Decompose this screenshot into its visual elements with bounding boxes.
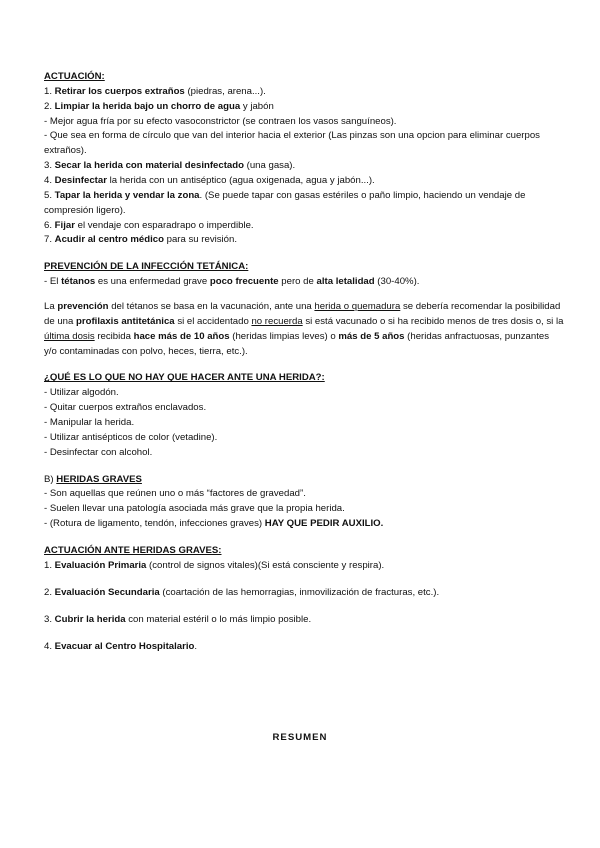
step-number: 4. [44,640,55,652]
text-run-underline: no recuerda [251,315,303,327]
text-run: recibida [94,330,134,342]
step-title: Tapar la herida y vendar la zona [54,189,200,201]
graves-line-2: - Suelen llevar una patología asociada más grave que la propia herida. [44,503,345,515]
step-number: 2. [44,586,55,598]
text-run: pero de [278,276,317,288]
text-run-underline: herida o quemadura [314,301,401,313]
section-heading-prevencion: PREVENCIÓN DE LA INFECCIÓN TETÁNICA: [44,261,249,273]
text-run-underline: última dosis [44,330,95,342]
step-title: Evaluación Secundaria [54,586,160,598]
text-run-bold: tétanos [61,276,96,288]
text-run-bold: profilaxis antitetánica [76,315,175,327]
step-number: 4. [44,175,55,187]
step-1 [44,85,564,100]
text-run: es una enfermedad grave [95,276,210,288]
step-3 [44,159,564,174]
step-2-note-2: - Que sea en forma de círculo que van del interior hacia el exterior (Las pinzas son una opcion para eliminar cuerpos extraños). [44,130,540,157]
text-run: La [44,301,58,313]
step-number: 3. [44,160,55,172]
graves-line-1: - Son aquellas que reúnen uno o más “factores de gravedad”. [44,488,306,500]
step-detail: la herida con un antiséptico (agua oxigenada, agua y jabón...). [106,175,375,187]
text-run: (30-40%). [374,276,420,288]
text-run: se debería recomendar la posibilidad de una [44,301,561,327]
step-detail: (una gasa). [243,160,296,172]
text-run-bold: HAY QUE PEDIR AUXILIO. [264,518,384,530]
section-heading-graves [44,473,564,488]
step-detail: (piedras, arena...). [184,85,266,97]
graves-step-1 [44,559,564,574]
step-2-note-1: - Mejor agua fría por su efecto vasoconstrictor (se contraen los vasos sanguíneos). [44,115,397,127]
text-run-bold: poco frecuente [209,276,279,288]
step-detail: el vendaje con esparadrapo o imperdible. [74,219,254,231]
document-body [44,70,564,654]
step-number: 2. [44,100,55,112]
graves-step-3 [44,613,564,628]
step-detail: . (Se puede tapar con gasas estériles o paño limpio, haciendo un vendaje de compresión ligero). [44,189,526,216]
section-title: HERIDAS GRAVES [56,473,142,485]
step-number: 7. [44,234,55,246]
list-item: - Quitar cuerpos extraños enclavados. [44,402,207,414]
step-title: Cubrir la herida [54,613,126,625]
step-title: Acudir al centro médico [54,234,164,246]
list-item: - Manipular la herida. [44,417,135,429]
graves-step-2 [44,586,564,601]
section-heading-no-hacer: ¿QUÉ ES LO QUE NO HAY QUE HACER ANTE UNA HERIDA?: [44,372,325,384]
section-prefix: B) [44,473,57,485]
text-run: si el accidentado [174,315,252,327]
resumen-heading: RESUMEN [272,732,328,743]
text-run-bold: hace más de 10 años [133,330,230,342]
step-detail: para su revisión. [163,234,238,246]
text-run-bold: prevención [57,301,109,313]
step-title: Desinfectar [54,175,107,187]
list-item: - Utilizar algodón. [44,387,119,399]
text-run-bold: alta letalidad [316,276,375,288]
step-title: Limpiar la herida bajo un chorro de agua [54,100,241,112]
step-number: 5. [44,189,55,201]
step-6 [44,219,564,234]
step-5 [44,189,564,219]
step-2 [44,100,564,115]
text-run: - El [44,276,62,288]
graves-line-3 [44,517,564,532]
step-title: Evacuar al Centro Hospitalario [54,640,195,652]
section-heading-actuacion-graves: ACTUACIÓN ANTE HERIDAS GRAVES: [44,545,222,557]
text-run-bold: más de 5 años [338,330,405,342]
section-heading-actuacion: ACTUACIÓN: [44,71,105,82]
text-run: (heridas limpias leves) o [229,330,339,342]
step-title: Evaluación Primaria [54,559,147,571]
text-run: - (Rotura de ligamento, tendón, infecciones graves) [44,518,265,530]
step-title: Secar la herida con material desinfectado [54,160,244,172]
step-detail: (coartación de las hemorragias, inmovilización de fracturas, etc.). [159,586,440,598]
step-number: 3. [44,613,55,625]
graves-step-4 [44,640,564,655]
step-number: 1. [44,85,55,97]
text-run: del tétanos se basa en la vacunación, ante una [108,301,315,313]
step-detail: con material estéril o lo más limpio posible. [125,613,312,625]
prevencion-paragraph-2 [44,300,564,359]
list-item: - Utilizar antisépticos de color (vetadine). [44,431,218,443]
step-4 [44,174,564,189]
step-7 [44,233,564,248]
step-number: 1. [44,559,55,571]
list-item: - Desinfectar con alcohol. [44,446,153,458]
step-title: Retirar los cuerpos extraños [54,85,185,97]
step-title: Fijar [54,219,75,231]
step-number: 6. [44,219,55,231]
prevencion-paragraph-1 [44,275,564,290]
text-run: (heridas anfractuosas, punzantes y/o contaminadas con polvo, heces, tierra, etc.). [44,330,550,357]
step-detail: (control de signos vitales)(Si está consciente y respira). [146,559,385,571]
step-detail: . [194,640,198,652]
text-run: si está vacunado o si ha recibido menos de tres dosis o, si la [302,315,564,327]
step-detail: y jabón [240,100,274,112]
